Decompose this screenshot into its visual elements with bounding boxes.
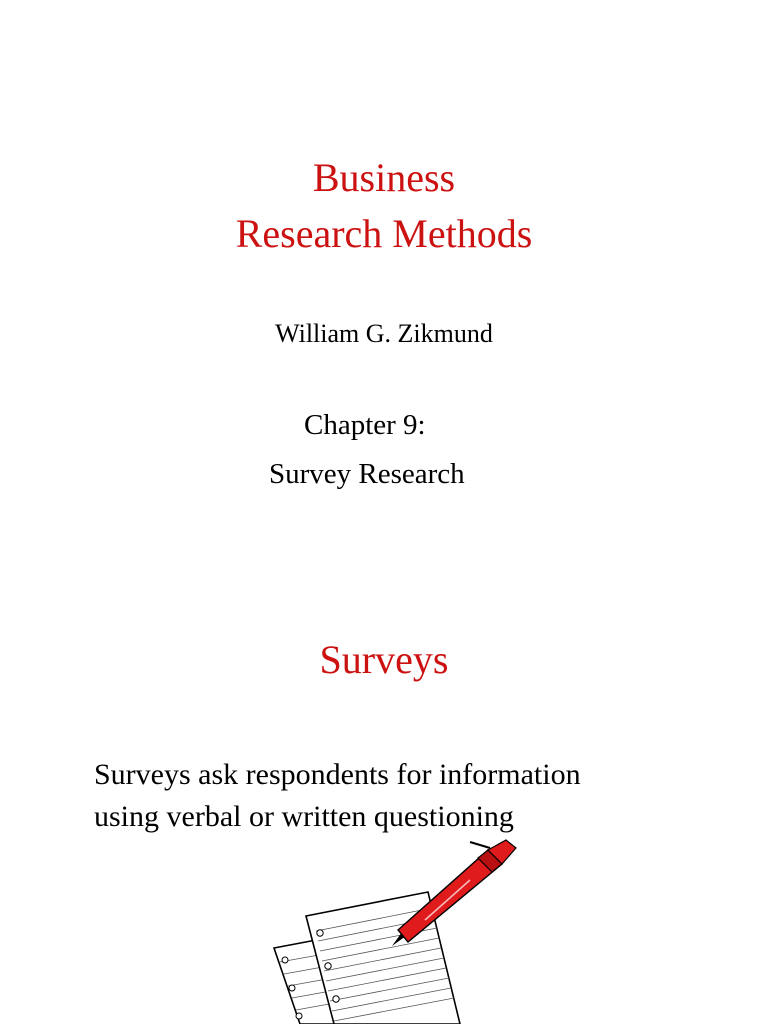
title-line-2: Research Methods bbox=[235, 211, 533, 256]
slide-surveys bbox=[0, 580, 768, 1024]
author-name: William G. Zikmund bbox=[275, 319, 493, 348]
chapter-number: Chapter 9: bbox=[304, 409, 426, 441]
chapter-title: Survey Research bbox=[269, 458, 465, 490]
paper-and-pen-icon bbox=[270, 838, 530, 1024]
body-line-2: using verbal or written questioning bbox=[94, 800, 514, 833]
body-line-1: Surveys ask respondents for information bbox=[94, 758, 581, 791]
red-pen-icon bbox=[392, 840, 516, 946]
title-line-1: Business bbox=[312, 155, 456, 200]
slide-title: Surveys bbox=[319, 637, 449, 682]
